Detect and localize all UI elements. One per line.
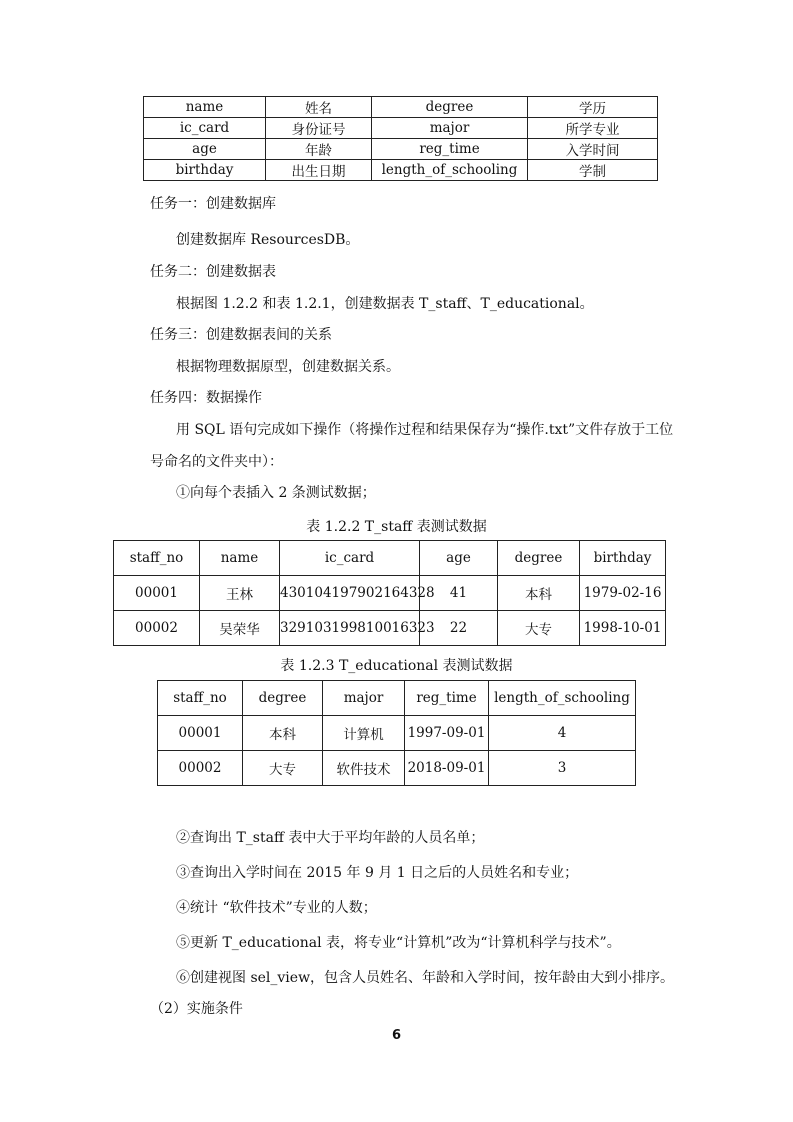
table-cell: 入学时间: [528, 139, 658, 160]
table-cell: 大专: [498, 611, 580, 646]
table-header-row: [114, 541, 666, 576]
table-cell: 4: [489, 716, 636, 751]
task1-title: 任务一：创建数据库: [150, 196, 276, 212]
task2-body: 根据图 1.2.2 和表 1.2.1，创建数据表 T_staff、T_educational。: [176, 296, 594, 312]
step6-text: ⑥创建视图 sel_view，包含人员姓名、年龄和入学时间，按年龄由大到小排序。: [176, 970, 675, 986]
table-cell: degree: [372, 97, 528, 118]
table-row: [144, 160, 658, 181]
table-cell: 本科: [243, 716, 323, 751]
table-cell: 计算机: [323, 716, 405, 751]
column-header: name: [200, 541, 280, 576]
table-row: [114, 576, 666, 611]
task3-body: 根据物理数据原型，创建数据关系。: [176, 359, 400, 375]
table-cell: 所学专业: [528, 118, 658, 139]
table-cell: 2018-09-01: [405, 751, 489, 786]
step5-text: ⑤更新 T_educational 表，将专业“计算机”改为“计算机科学与技术”。: [176, 935, 621, 951]
task3-title: 任务三：创建数据表间的关系: [150, 327, 332, 343]
field-mapping-table: [143, 96, 658, 181]
column-header: birthday: [580, 541, 666, 576]
column-header: staff_no: [114, 541, 200, 576]
table-row: [158, 716, 636, 751]
table-cell: 00001: [114, 576, 200, 611]
task4-title: 任务四：数据操作: [150, 390, 262, 406]
table-row: [114, 611, 666, 646]
table-cell: 41: [420, 576, 498, 611]
table-cell: 00001: [158, 716, 243, 751]
step1-text: ①向每个表插入 2 条测试数据；: [176, 485, 376, 501]
column-header: age: [420, 541, 498, 576]
step3-text: ③查询出入学时间在 2015 年 9 月 1 日之后的人员姓名和专业；: [176, 865, 579, 881]
table-cell: 学制: [528, 160, 658, 181]
table-cell: 学历: [528, 97, 658, 118]
table-cell: 姓名: [266, 97, 372, 118]
column-header: reg_time: [405, 681, 489, 716]
page-number: 6: [391, 1028, 402, 1043]
edu-table-caption: 表 1.2.3 T_educational 表测试数据: [280, 658, 513, 674]
table-cell: 1979-02-16: [580, 576, 666, 611]
table-cell: ic_card: [144, 118, 266, 139]
table-cell: birthday: [144, 160, 266, 181]
column-header: length_of_schooling: [489, 681, 636, 716]
table-cell: major: [372, 118, 528, 139]
table-cell: 年龄: [266, 139, 372, 160]
table-cell: reg_time: [372, 139, 528, 160]
table-cell: 本科: [498, 576, 580, 611]
table-cell: 329103199810016323: [280, 611, 420, 646]
step4-text: ④统计 “软件技术”专业的人数；: [176, 900, 377, 916]
table-cell: 3: [489, 751, 636, 786]
table-cell: 身份证号: [266, 118, 372, 139]
section-2-heading: （2）实施条件: [150, 1001, 243, 1017]
table-row: [144, 139, 658, 160]
column-header: ic_card: [280, 541, 420, 576]
table-row: [144, 97, 658, 118]
staff-table-caption: 表 1.2.2 T_staff 表测试数据: [306, 519, 487, 535]
table-header-row: [158, 681, 636, 716]
educational-test-data-table: [157, 680, 636, 786]
column-header: major: [323, 681, 405, 716]
table-cell: name: [144, 97, 266, 118]
table-cell: 1998-10-01: [580, 611, 666, 646]
table-cell: 1997-09-01: [405, 716, 489, 751]
column-header: degree: [243, 681, 323, 716]
column-header: staff_no: [158, 681, 243, 716]
table-row: [158, 751, 636, 786]
table-cell: age: [144, 139, 266, 160]
table-cell: 出生日期: [266, 160, 372, 181]
task4-body-line1: 用 SQL 语句完成如下操作（将操作过程和结果保存为“操作.txt”文件存放于工位: [176, 422, 674, 438]
staff-test-data-table: [113, 540, 666, 646]
table-cell: 22: [420, 611, 498, 646]
table-cell: 王林: [200, 576, 280, 611]
table-cell: 吴荣华: [200, 611, 280, 646]
table-cell: 430104197902164328: [280, 576, 420, 611]
table-cell: 00002: [158, 751, 243, 786]
table-cell: 软件技术: [323, 751, 405, 786]
table-row: [144, 118, 658, 139]
table-cell: 大专: [243, 751, 323, 786]
column-header: degree: [498, 541, 580, 576]
step2-text: ②查询出 T_staff 表中大于平均年龄的人员名单；: [176, 830, 485, 846]
task4-body-line2: 号命名的文件夹中）：: [150, 454, 283, 470]
task1-body: 创建数据库 ResourcesDB。: [176, 232, 360, 248]
table-cell: length_of_schooling: [372, 160, 528, 181]
table-cell: 00002: [114, 611, 200, 646]
task2-title: 任务二：创建数据表: [150, 264, 276, 280]
